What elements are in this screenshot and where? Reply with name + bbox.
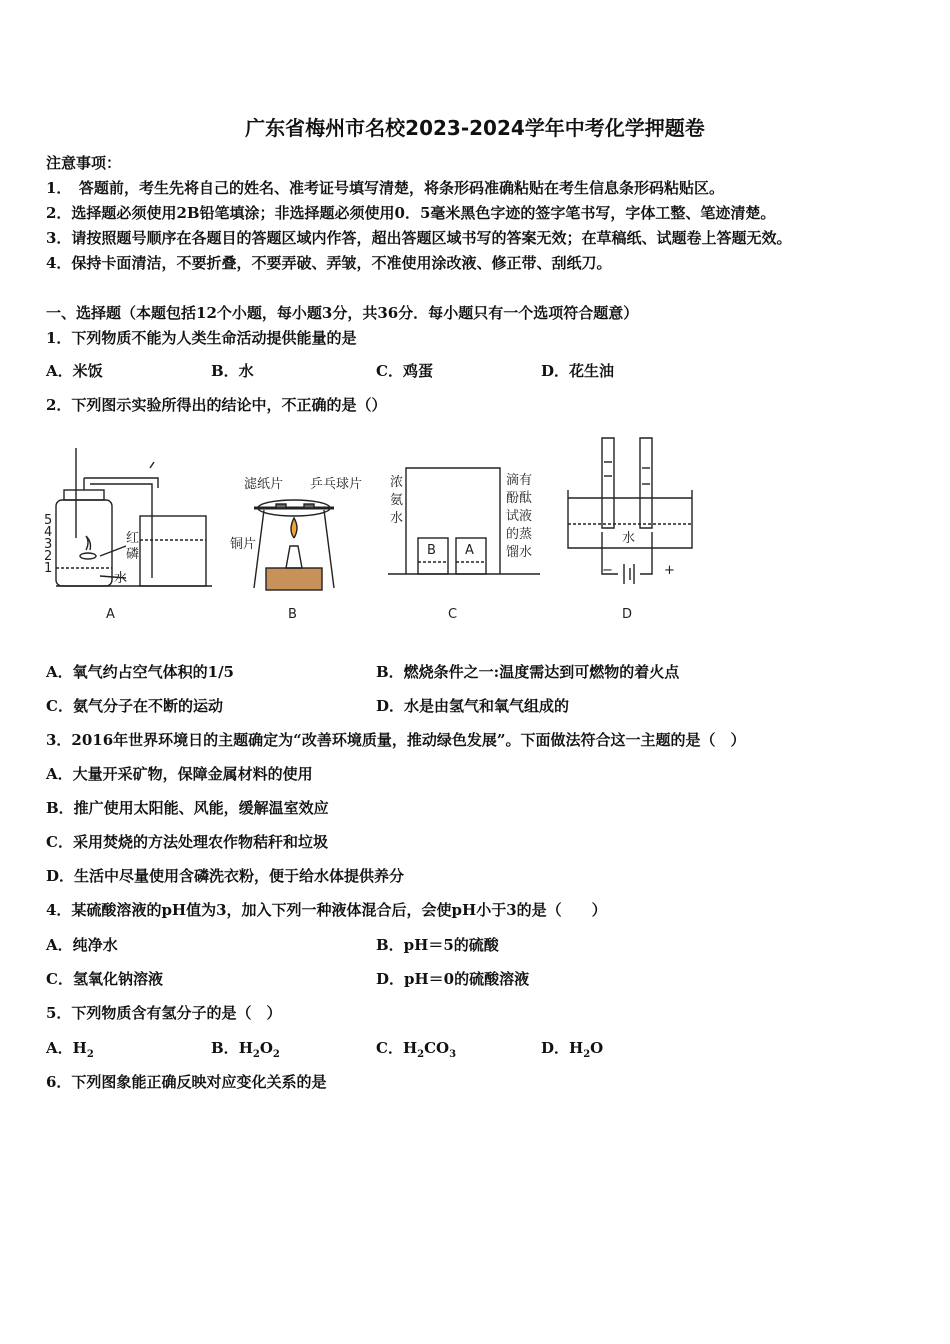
figure-a-tick-2: 2 (44, 549, 53, 564)
notice-heading: 注意事项： (46, 154, 122, 172)
figure-a-tick-3: 3 (44, 537, 53, 552)
figure-a-red-label: 红 (126, 531, 140, 546)
figure-c-left-3: 水 (390, 511, 404, 526)
figure-c-left-2: 氨 (390, 493, 404, 508)
q3-option-b: B．推广使用太阳能、风能，缓解温室效应 (46, 799, 329, 817)
figure-b-pingpong-label: 乒乓球片 (310, 477, 363, 492)
figure-c-beaker-b-label: B (427, 543, 436, 558)
figure-b-label: B (288, 607, 297, 622)
figure-c-right-1: 滴有 (506, 473, 533, 488)
q5-option-d-formula: H (569, 1039, 584, 1057)
q5-option-d-letter: D． (541, 1039, 570, 1057)
q5-option-a (46, 1037, 94, 1060)
q5-option-d (541, 1037, 603, 1060)
section-heading: 一、选择题（本题包括12个小题，每小题3分，共36分．每小题只有一个选项符合题意） (46, 304, 639, 322)
figure-b-filter-paper-label: 滤纸片 (244, 477, 284, 492)
q5-option-c (376, 1037, 456, 1060)
q5-option-c-formula: H (402, 1039, 418, 1057)
q2-option-d: D．水是由氢气和氧气组成的 (376, 697, 570, 715)
notice-item-4: 4．保持卡面清洁，不要折叠，不要弄破、弄皱，不准使用涂改液、修正带、刮纸刀。 (46, 254, 612, 272)
q6-stem: 6．下列图象能正确反映对应变化关系的是 (46, 1073, 327, 1091)
figure-b-apparatus (254, 500, 334, 590)
q1-option-c: C．鸡蛋 (376, 362, 433, 380)
q1-option-b: B．水 (211, 362, 254, 380)
figure-b-copper-label: 铜片 (230, 537, 257, 552)
figure-a-label: A (106, 607, 115, 622)
figure-c-label: C (448, 607, 458, 622)
figure-d-minus-label: − (602, 563, 613, 578)
q5-option-b-formula: H (238, 1039, 253, 1057)
q5-option-c-subscript: 2 (417, 1049, 425, 1060)
q5-option-a-letter: A． (46, 1039, 73, 1057)
figure-d-plus-label: + (664, 563, 675, 578)
q5-option-a-subscript: 2 (86, 1049, 94, 1060)
q3-option-a: A．大量开采矿物，保障金属材料的使用 (46, 765, 313, 783)
q4-option-c: C．氢氧化钠溶液 (46, 970, 163, 988)
figure-a-tick-4: 4 (44, 525, 53, 540)
figure-d-label: D (622, 607, 633, 622)
q1-option-d: D．花生油 (541, 362, 615, 380)
q2-option-b: B．燃烧条件之一:温度需达到可燃物的着火点 (376, 663, 680, 681)
notice-item-1: 1． 答题前，考生先将自己的姓名、准考证号填写清楚，将条形码准确粘贴在考生信息条形码粘贴区。 (46, 179, 724, 197)
q4-option-d: D．pH＝0的硫酸溶液 (376, 970, 530, 988)
q1-stem: 1．下列物质不能为人类生命活动提供能量的是 (46, 329, 357, 347)
q5-option-c-subscript-2: 3 (449, 1049, 457, 1060)
figure-c-left-1: 浓 (390, 475, 404, 490)
figure-c-right-4: 的蒸 (506, 527, 533, 542)
figure-a-tick-5: 5 (44, 513, 53, 528)
notice-item-3: 3．请按照题号顺序在各题目的答题区域内作答，超出答题区域书写的答案无效；在草稿纸、试题卷上答题无效。 (46, 229, 792, 247)
experiment-diagrams (40, 428, 720, 628)
q5-stem: 5．下列物质含有氢分子的是（ ） (46, 1004, 282, 1022)
q3-option-c: C．采用焚烧的方法处理农作物秸秆和垃圾 (46, 833, 328, 851)
figure-c-beaker-a-label: A (465, 543, 474, 558)
q5-option-d-subscript: 2 (583, 1049, 591, 1060)
q4-option-a: A．纯净水 (46, 936, 118, 954)
figure-a-water-label: 水 (114, 571, 128, 586)
q5-option-c-letter: C． (376, 1039, 403, 1057)
q5-option-b-subscript: 2 (252, 1049, 260, 1060)
q5-option-b-letter: B． (211, 1039, 239, 1057)
q5-option-a-formula: H (72, 1039, 87, 1057)
figure-c-right-2: 酚酞 (506, 491, 533, 506)
q2-figures (40, 428, 720, 628)
notice-item-2: 2．选择题必须使用2B铅笔填涂；非选择题必须使用0．5毫米黑色字迹的签字笔书写，字体工整、笔迹清楚。 (46, 204, 776, 222)
q5-option-c-formula-rest: CO (424, 1039, 450, 1057)
q3-option-d: D．生活中尽量使用含磷洗衣粉，便于给水体提供养分 (46, 867, 405, 885)
figure-c-right-5: 馏水 (506, 545, 533, 560)
q1-option-a: A．米饭 (46, 362, 103, 380)
figure-a-tick-1: 1 (44, 561, 53, 576)
figure-d-water-label: 水 (622, 531, 636, 546)
q4-stem: 4．某硫酸溶液的pH值为3，加入下列一种液体混合后，会使pH小于3的是（ ） (46, 901, 607, 919)
page-title: 广东省梅州市名校2023-2024学年中考化学押题卷 (245, 116, 705, 140)
q3-stem: 3．2016年世界环境日的主题确定为“改善环境质量，推动绿色发展”。下面做法符合这一主题的是（ ） (46, 731, 746, 749)
q2-option-a: A．氧气约占空气体积的1/5 (46, 663, 234, 681)
q4-option-b: B．pH＝5的硫酸 (376, 936, 499, 954)
q5-option-b (211, 1037, 280, 1060)
q5-option-d-formula-rest: O (590, 1039, 604, 1057)
figure-a-phosphorus-label: 磷 (126, 547, 140, 562)
q2-option-c: C．氨气分子在不断的运动 (46, 697, 223, 715)
figure-c-right-3: 试液 (506, 509, 533, 524)
q5-option-b-formula-rest: O (259, 1039, 273, 1057)
q2-stem: 2．下列图示实验所得出的结论中，不正确的是（） (46, 396, 387, 414)
q5-option-b-subscript-2: 2 (272, 1049, 280, 1060)
figure-a-apparatus (56, 448, 212, 586)
